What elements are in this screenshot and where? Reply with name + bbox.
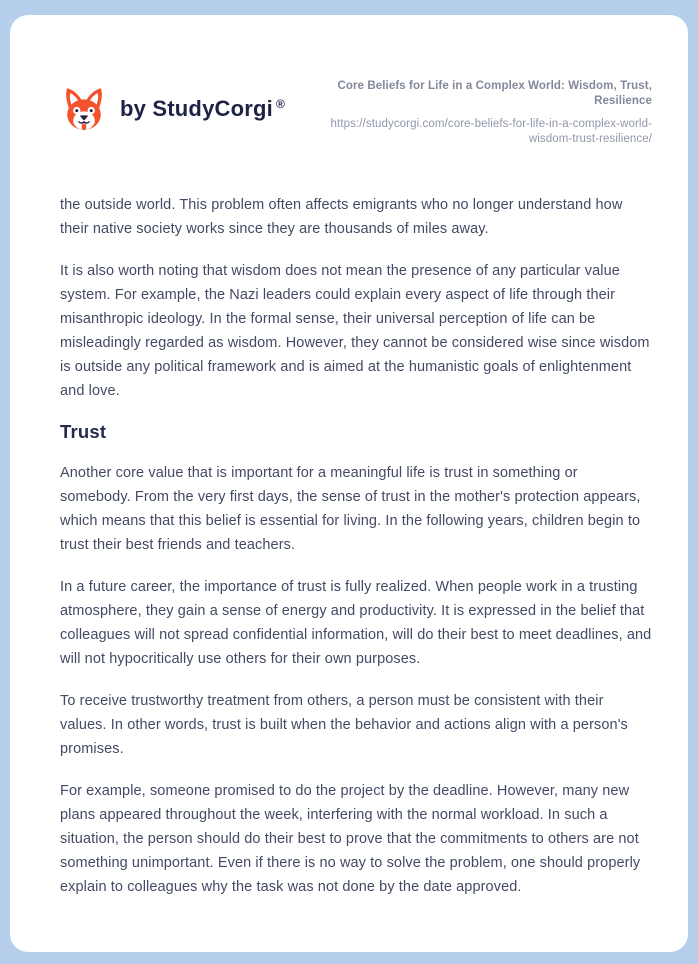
paragraph: In a future career, the importance of trust is fully realized. When people work in a trusting atmosphere, they gain a sense of energy and productivity. It is expressed in the belief that colleagues will not spread confidential information, will do their best to meet deadlines, and will not hypocritically use others for their own purposes. xyxy=(60,579,652,668)
document-card xyxy=(10,15,688,952)
paragraph: For example, someone promised to do the project by the deadline. However, many new plans appeared throughout the week, interfering with the normal workload. In such a situation, the person should do their best to prove that the commitments to others are not something unimportant. Even if there is no way to solve the problem, one should properly explain to colleagues why the task was not done by the date approved. xyxy=(60,783,641,896)
document-meta xyxy=(307,79,652,147)
paragraph: the outside world. This problem often affects emigrants who no longer understand how their native society works since they are thousands of miles away. xyxy=(60,197,623,238)
paragraph: To receive trustworthy treatment from others, a person must be consistent with their values. In other words, trust is built when the behavior and actions align with a person's promises. xyxy=(60,693,628,758)
section-heading-trust: Trust xyxy=(60,421,107,443)
brand-text: by StudyCorgi xyxy=(120,96,273,121)
registered-trademark-icon: ® xyxy=(275,96,285,111)
document-title: Core Beliefs for Life in a Complex World: Wisdom, Trust, Resilience xyxy=(337,80,652,108)
document-body xyxy=(60,193,652,899)
paragraph: Another core value that is important for a meaningful life is trust in something or somebody. From the very first days, the sense of trust in the mother's protection appears, which means that this belief is essential for living. In the following years, children begin to trust their best friends and teachers. xyxy=(60,465,641,554)
document-url[interactable]: https://studycorgi.com/core-beliefs-for-life-in-a-complex-world-wisdom-trust-resilience/ xyxy=(330,117,652,145)
brand-name xyxy=(120,96,285,122)
studycorgi-logo xyxy=(60,83,285,135)
paragraph: It is also worth noting that wisdom does not mean the presence of any particular value system. For example, the Nazi leaders could explain every aspect of life through their misanthropic ideology. In the formal sense, their universal perception of life can be misleadingly regarded as wisdom. However, they cannot be considered wise since wisdom is outside any political framework and is aimed at the humanistic goals of enlightenment and love. xyxy=(60,263,650,400)
document-header xyxy=(60,67,652,147)
corgi-icon xyxy=(60,83,108,135)
